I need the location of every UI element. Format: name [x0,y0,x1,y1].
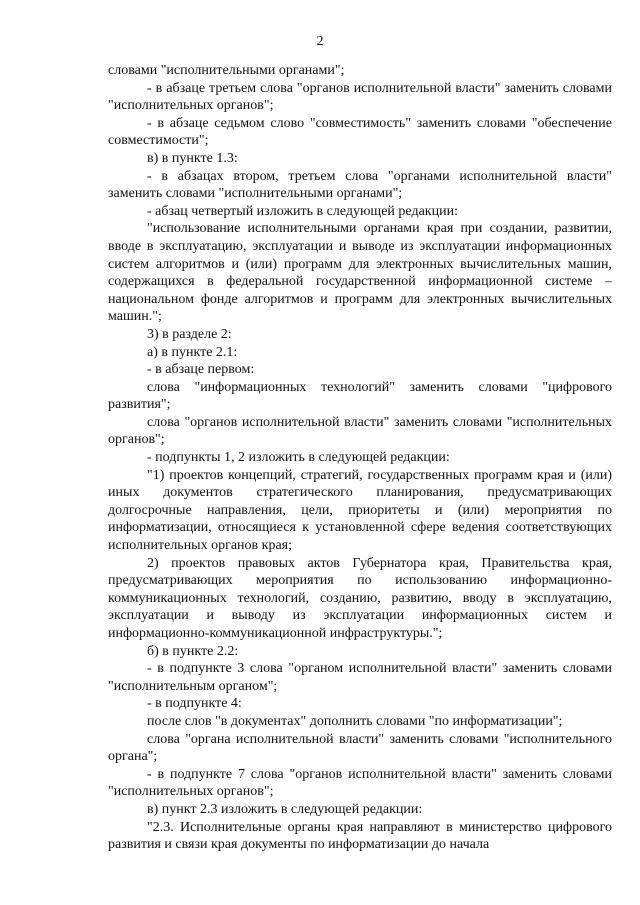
paragraph: в) пункт 2.3 изложить в следующей редакции: [147,801,423,817]
paragraph: - в абзаце первом: [147,362,255,378]
paragraph: - абзац четвертый изложить в следующей редакции: [147,203,458,219]
paragraph: 2) проектов правовых актов Губернатора края, Правительства края, предусматривающих мероприятия по использованию информационно-коммуникационных технологий, созданию, развитию, вводу в эксплуатацию, эксплуатации и выводу из эксплуатации информационных систем и информационно-коммуникационной инфраструктуры."; [108,555,612,641]
paragraph: слова "информационных технологий" заменить словами "цифрового развития"; [108,379,612,413]
paragraph: "2.3. Исполнительные органы края направляют в министерство цифрового развития и связи края документы по информатизации до начала [108,819,612,853]
paragraph: слова "органов исполнительной власти" заменить словами "исполнительных органов"; [108,414,612,448]
paragraph: словами "исполнительными органами"; [108,63,345,78]
paragraph: - в абзаце третьем слова "органов исполнительной власти" заменить словами "исполнительных органов"; [108,80,612,114]
paragraph: - в подпункте 3 слова "органом исполнительной власти" заменить словами "исполнительным органом"; [108,661,612,694]
paragraph: "1) проектов концепций, стратегий, государственных программ края и (или) иных документов стратегического планирования, предусматривающих долгосрочные направления, цели, приоритеты и (или) мероприятия по информатизации, относящиеся к установленной сфере ведения соответствующих исполнительных органов края; [108,467,612,554]
paragraph: 3) в разделе 2: [147,326,232,342]
paragraph: - в абзаце седьмом слово "совместимость" заменить словами "обеспечение совместимости"; [108,115,612,149]
paragraph: слова "органа исполнительной власти" заменить словами "исполнительного органа"; [108,731,612,765]
document-body [108,62,612,854]
paragraph: "использование исполнительными органами края при создании, развитии, вводе в эксплуатацию, эксплуатации и выводе из эксплуатации информационных систем алгоритмов и (или) программ для электронных вычислительных машин, содержащихся в федеральной государственной информационной системе – национальном фонде алгоритмов и программ для электронных вычислительных машин."; [108,221,612,325]
paragraph: - в абзацах втором, третьем слова "органами исполнительной власти" заменить словами "исполнительными органами"; [108,168,612,202]
paragraph: после слов "в документах" дополнить словами "по информатизации"; [147,713,563,729]
paragraph: в) в пункте 1.3: [147,150,238,166]
paragraph: а) в пункте 2.1: [147,344,238,360]
paragraph: - подпункты 1, 2 изложить в следующей редакции: [147,450,450,466]
paragraph: - в подпункте 7 слова "органов исполнительной власти" заменить словами "исполнительных органов"; [108,766,612,800]
paragraph: - в подпункте 4: [147,696,242,712]
paragraph: б) в пункте 2.2: [147,643,239,659]
page-number: 2 [316,34,324,49]
